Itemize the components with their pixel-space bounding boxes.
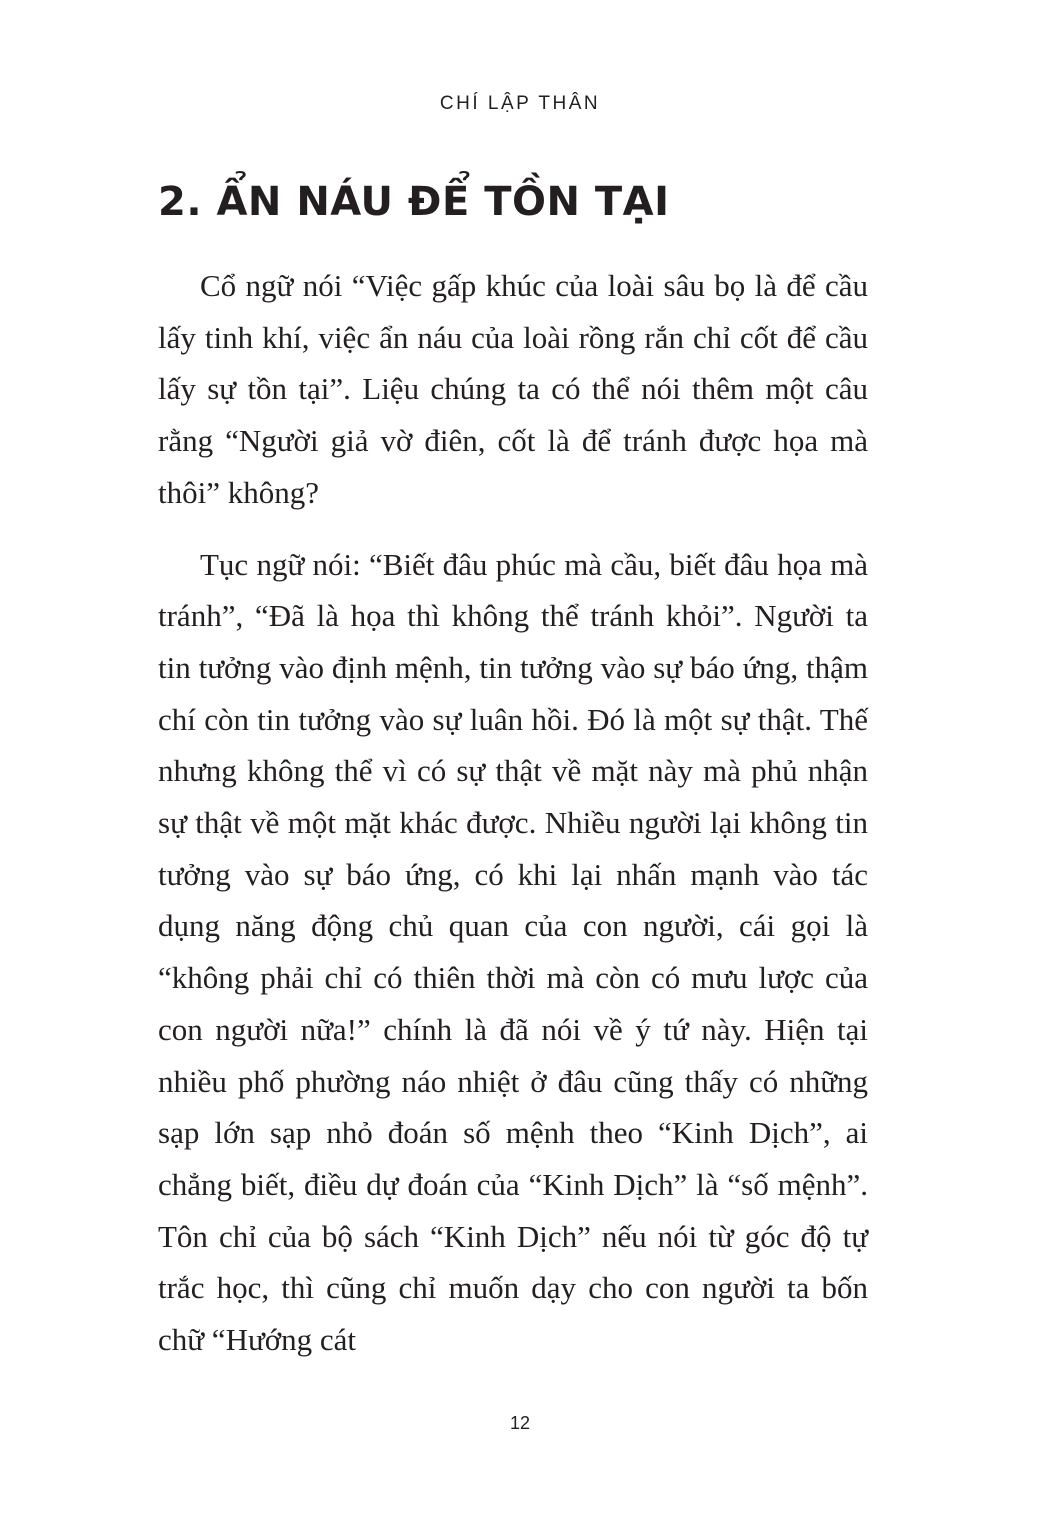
running-header: CHÍ LẬP THÂN (439, 93, 601, 114)
section-heading: 2. ẨN NÁU ĐỂ TỒN TẠI (158, 179, 670, 225)
body-text (158, 260, 868, 1386)
paragraph-2: Tục ngữ nói: “Biết đâu phúc mà cầu, biết đâu họa mà tránh”, “Đã là họa thì không thể tránh khỏi”. Người ta tin tưởng vào định mệnh, tin tưởng vào sự báo ứng, thậm chí còn tin tưởng vào sự luân hồi. Đó là một sự thật. Thế nhưng không thể vì có sự thật về mặt này mà phủ nhận sự thật về một mặt khác được. Nhiều người lại không tin tưởng vào sự báo ứng, có khi lại nhấn mạnh vào tác dụng năng động chủ quan của con người, cái gọi là “không phải chỉ có thiên thời mà còn có mưu lược của con người nữa!” chính là đã nói về ý tứ này. Hiện tại nhiều phố phường náo nhiệt ở đâu cũng thấy có những sạp lớn sạp nhỏ đoán số mệnh theo “Kinh Dịch”, ai chẳng biết, điều dự đoán của “Kinh Dịch” là “số mệnh”. Tôn chỉ của bộ sách “Kinh Dịch” nếu nói từ góc độ tự trắc học, thì cũng chỉ muốn dạy cho con người ta bốn chữ “Hướng cát (158, 546, 868, 1358)
paragraph-1: Cổ ngữ nói “Việc gấp khúc của loài sâu bọ là để cầu lấy tinh khí, việc ẩn náu của loài rồng rắn chỉ cốt để cầu lấy sự tồn tại”. Liệu chúng ta có thể nói thêm một câu rằng “Người giả vờ điên, cốt là để tránh được họa mà thôi” không? (158, 268, 868, 510)
page-number: 12 (509, 1413, 531, 1433)
